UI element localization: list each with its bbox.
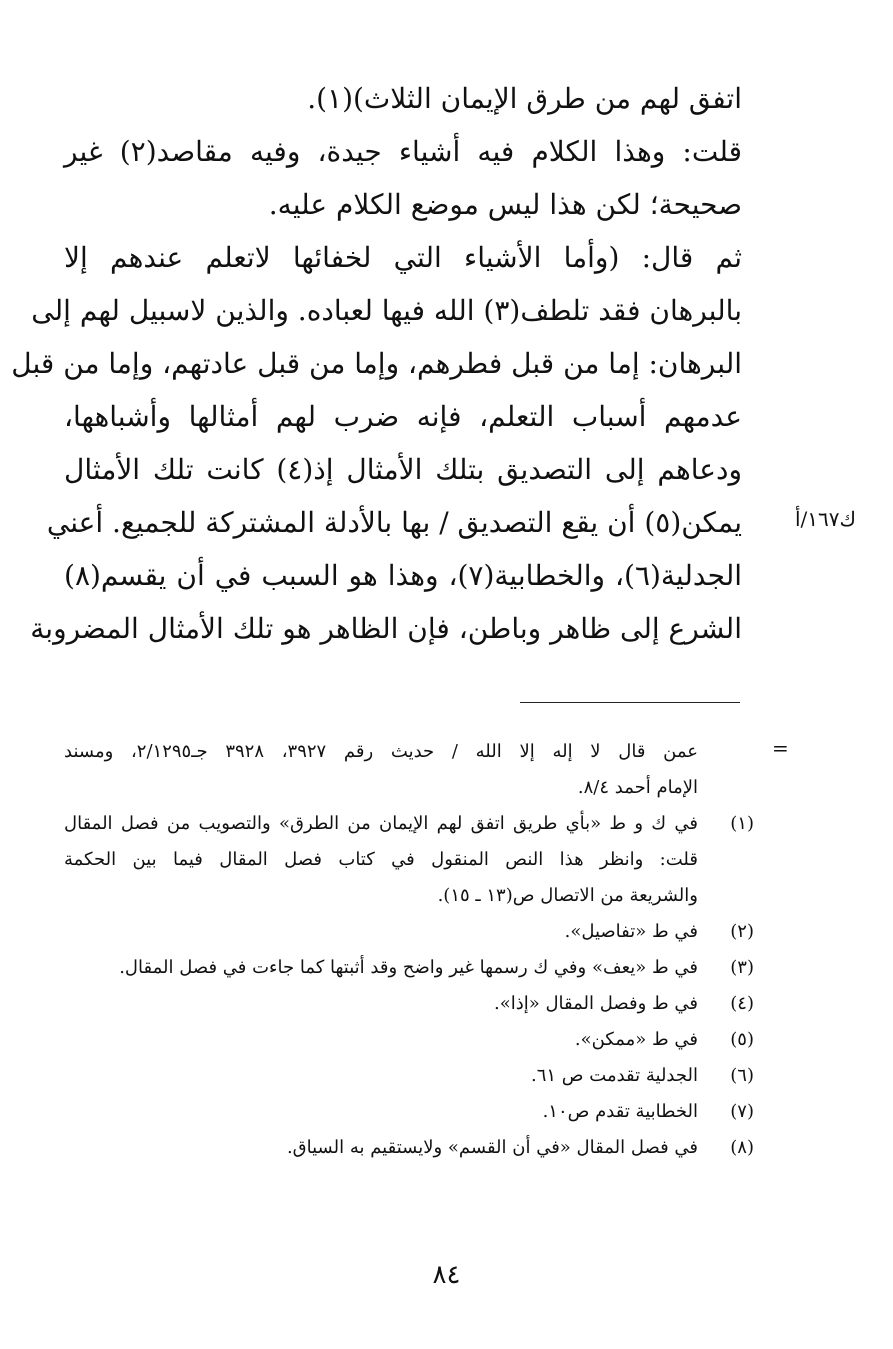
paragraph-1 [64,72,742,125]
footnote-text: الخطابية تقدم ص١٠. [542,1101,698,1122]
footnote-7 [64,1094,754,1130]
text-line: قلت: وهذا الكلام فيه أشياء جيدة، وفيه مقاصد(٢) غير [64,135,742,168]
footnote-text [64,734,698,806]
text-line: ودعاهم إلى التصديق بتلك الأمثال إذ(٤) كانت تلك الأمثال [64,453,742,486]
footnote-number: (٨) [730,1137,754,1158]
text-line: الشرع إلى ظاهر وباطن، فإن الظاهر هو تلك الأمثال المضروبة [30,612,742,645]
text-line: يمكن(٥) أن يقع التصديق / بها بالأدلة المشتركة للجميع. أعني [46,506,742,539]
footnote-continuation [64,734,754,806]
footnote-number: (٦) [730,1065,754,1086]
text-line: صحيحة؛ لكن هذا ليس موضع الكلام عليه. [268,188,742,221]
footnote-text [64,806,698,914]
footnote-text: في ط وفصل المقال «إذا». [493,993,698,1014]
text-line: ثم قال: (وأما الأشياء التي لخفائها لاتعلم عندهم إلا [64,241,742,274]
text-line: البرهان: إما من قبل فطرهم، وإما من قبل عادتهم، وإما من قبل [11,347,742,380]
paragraph-3 [11,231,742,655]
footnote-4 [64,986,754,1022]
footnote-number [698,734,754,806]
footnote-line: الإمام أحمد ٨/٤. [577,777,698,798]
paragraph-2 [64,125,742,231]
footnote-text: في ط «ممكن». [574,1029,698,1050]
manuscript-folio-note: ك١٦٧/أ [794,507,856,531]
footnote-number: (١) [730,813,754,834]
footnote-text: في ط «تفاصيل». [564,921,698,942]
footnote-number: (٥) [730,1029,754,1050]
text-line: عدمهم أسباب التعلم، فإنه ضرب لهم أمثالها وأشباهها، [64,400,742,433]
footnote-3 [64,950,754,986]
footnote-2 [64,914,754,950]
text-line: بالبرهان فقد تلطف(٣) الله فيها لعباده. والذين لاسبيل لهم إلى [31,294,742,327]
text-line: الجدلية(٦)، والخطابية(٧)، وهذا هو السبب في أن يقسم(٨) [64,559,742,592]
footnote-number: (٢) [730,921,754,942]
footnote-text: الجدلية تقدمت ص ٦١. [530,1065,698,1086]
footnote-number: (٤) [730,993,754,1014]
footnote-line: قلت: وانظر هذا النص المنقول في كتاب فصل المقال فيما بين الحكمة [64,849,698,870]
footnote-number: (٣) [730,957,754,978]
footnote-continuation-mark: = [772,736,789,760]
footnotes [64,734,754,1166]
page-number: ٨٤ [432,1260,461,1290]
footnote-text: في ط «يعف» وفي ك رسمها غير واضح وقد أثبتها كما جاءت في فصل المقال. [119,957,698,978]
main-text [11,72,742,655]
footnote-separator [520,702,740,703]
footnote-1 [64,806,754,914]
footnote-line: في ك و ط «بأي طريق اتفق لهم الإيمان من الطرق» والتصويب من فصل المقال [64,813,698,834]
footnote-number: (٧) [730,1101,754,1122]
footnote-text: في فصل المقال «في أن القسم» ولايستقيم به السياق. [286,1137,698,1158]
footnote-6 [64,1058,754,1094]
footnote-line: عمن قال لا إله إلا الله / حديث رقم ٣٩٢٧، ٣٩٢٨ جـ٢/١٢٩٥، ومسند [64,741,699,762]
footnote-5 [64,1022,754,1058]
footnote-line: والشريعة من الاتصال ص(١٣ ـ ١٥). [437,885,698,906]
text-line: اتفق لهم من طرق الإيمان الثلاث)(١). [307,82,742,115]
footnote-8 [64,1130,754,1166]
